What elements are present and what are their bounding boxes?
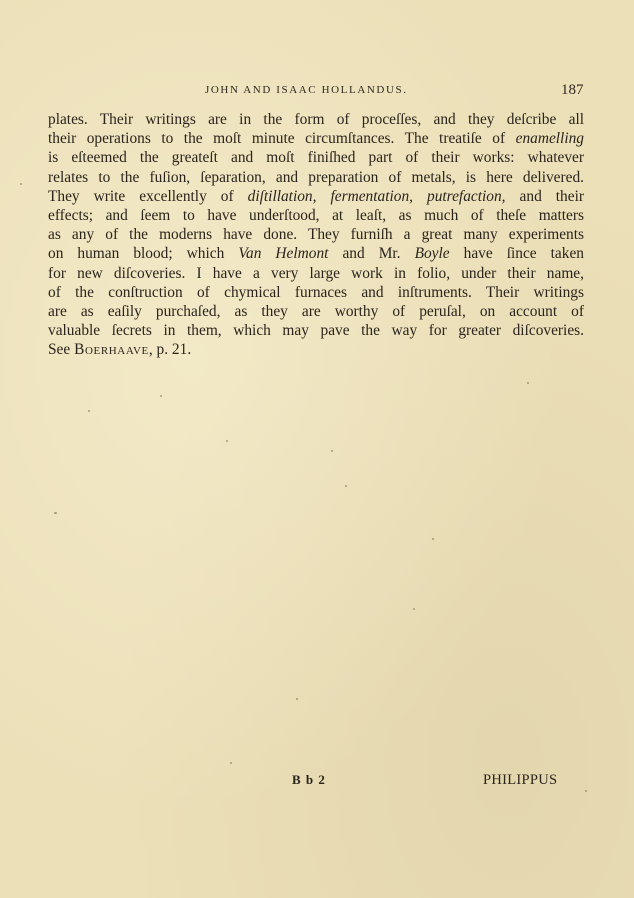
paper-speck [527, 382, 529, 384]
paper-speck [331, 450, 333, 452]
text-line: are as eaſily purchaſed, as they are worthy of peruſal, on account of [48, 302, 584, 320]
text-line: is eſteemed the greateſt and moſt finiſhed part of their works: whatever [48, 149, 584, 167]
paper-speck [345, 485, 347, 487]
paper-speck [160, 395, 162, 397]
body-paragraph [48, 110, 584, 359]
paper-speck [20, 183, 22, 185]
paper-speck [226, 440, 228, 442]
signature-mark: B b 2 [292, 772, 326, 787]
text-line: for new diſcoveries. I have a very large work in folio, under their name, [48, 264, 584, 282]
paper-speck [230, 762, 232, 764]
paper-speck [432, 538, 434, 540]
running-head [0, 84, 634, 104]
text-line: They write excellently of diſtillation, fermentation, putrefaction, and their [48, 187, 584, 205]
paper-speck [585, 790, 587, 792]
text-line: of the conſtruction of chymical furnaces and inſtruments. Their writings [48, 283, 584, 301]
running-title: JOHN AND ISAAC HOLLANDUS. [205, 84, 408, 96]
paper-speck [88, 410, 90, 412]
text-line: their operations to the moſt minute circumſtances. The treatiſe of enamelling [48, 130, 584, 148]
text-line: valuable ſecrets in them, which may pave the way for greater diſcoveries. [48, 322, 584, 340]
author-reference: Boerhaave [74, 341, 149, 359]
text-line: relates to the fuſion, ſeparation, and preparation of metals, is here delivered. [48, 168, 584, 186]
text-line: effects; and ſeem to have underſtood, at leaſt, as much of theſe matters [48, 206, 584, 224]
text-line: See Boerhaave, p. 21. [48, 341, 192, 359]
catchword: PHILIPPUS [483, 772, 558, 788]
page-number: 187 [561, 82, 584, 98]
paper-speck [54, 512, 57, 514]
text-line: on human blood; which Van Helmont and Mr. Boyle have ſince taken [48, 245, 584, 263]
text-line: as any of the moderns have done. They furniſh a great many experiments [48, 226, 584, 244]
paper-speck [296, 698, 298, 700]
emphasis: enamelling [515, 130, 584, 148]
paper-speck [413, 608, 415, 610]
text-line: plates. Their writings are in the form of proceſſes, and they deſcribe all [48, 111, 584, 128]
